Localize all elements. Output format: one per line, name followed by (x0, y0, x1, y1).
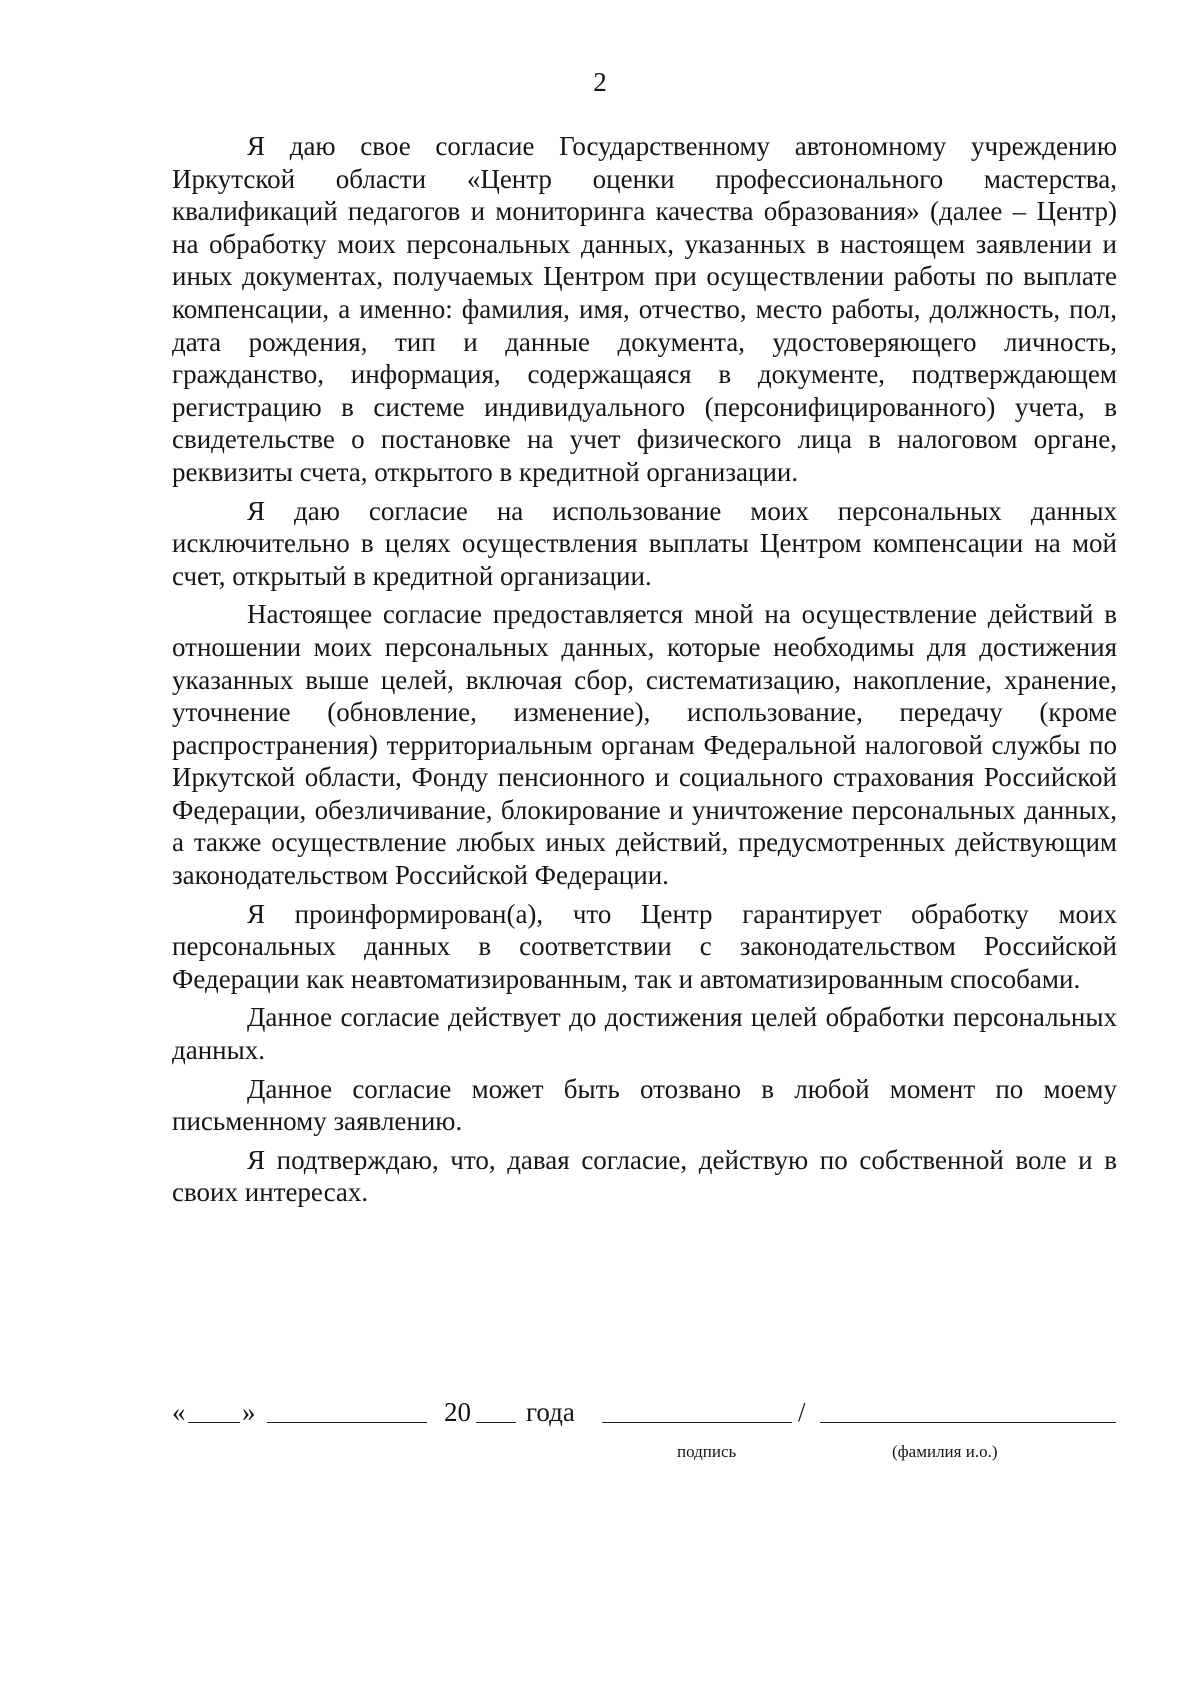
signature-caption: подпись (677, 1442, 737, 1461)
year-blank[interactable] (476, 1422, 516, 1423)
paragraph-informed: Я проинформирован(а), что Центр гарантирует обработку моих персональных данных в соответствии с законодательством Российской Федерации как неавтоматизированным, так и автоматизированным способами. (172, 898, 1117, 994)
date-close-quote: » (242, 1397, 256, 1427)
year-suffix: года (526, 1397, 575, 1427)
signature-separator: / (798, 1397, 806, 1427)
page-number: 2 (593, 67, 607, 97)
consent-body (172, 130, 1117, 1215)
paragraph-consent-actions: Настоящее согласие предоставляется мной на осуществление действий в отношении моих персональных данных, которые необходимы для достижения указанных выше целей, включая сбор, систематизацию, накопление, хранение, уточнение (обновление, изменение), использование, передачу (кроме распространения) территориальным органам Федеральной налоговой службы по Иркутской области, Фонду пенсионного и социального страхования Российской Федерации, обезличивание, блокирование и уничтожение персональных данных, а также осуществление любых иных действий, предусмотренных действующим законодательством Российской Федерации. (172, 599, 1117, 891)
date-open-quote: « (172, 1397, 186, 1427)
signature-blank[interactable] (602, 1422, 792, 1423)
paragraph-consent-processing: Я даю свое согласие Государственному автономному учреждению Иркутской области «Центр оценки профессионального мастерства, квалификаций педагогов и мониторинга качества образования» (далее – Центр) на обработку моих персональных данных, указанных в настоящем заявлении и иных документах, получаемых Центром при осуществлении работы по выплате компенсации, а именно: фамилия, имя, отчество, место работы, должность, пол, дата рождения, тип и данные документа, удостоверяющего личность, гражданство, информация, содержащаяся в документе, подтверждающем регистрацию в системе индивидуального (персонифицированного) учета, в свидетельстве о постановке на учет физического лица в налоговом органе, реквизиты счета, открытого в кредитной организации. (172, 131, 1117, 487)
year-prefix: 20 (444, 1397, 471, 1427)
signature-line (172, 1396, 1117, 1436)
paragraph-revocation: Данное согласие может быть отозвано в любой момент по моему письменному заявлению. (172, 1073, 1117, 1137)
day-blank[interactable] (188, 1422, 240, 1423)
name-blank[interactable] (820, 1422, 1116, 1423)
paragraph-validity: Данное согласие действует до достижения целей обработки персональных данных. (172, 1002, 1117, 1066)
paragraph-consent-purpose: Я даю согласие на использование моих персональных данных исключительно в целях осуществления выплаты Центром компенсации на мой счет, открытый в кредитной организации. (172, 495, 1117, 591)
paragraph-confirmation: Я подтверждаю, что, давая согласие, действую по собственной воле и в своих интересах. (172, 1144, 1117, 1208)
month-blank[interactable] (267, 1422, 427, 1423)
name-caption: (фамилия и.о.) (892, 1442, 998, 1461)
